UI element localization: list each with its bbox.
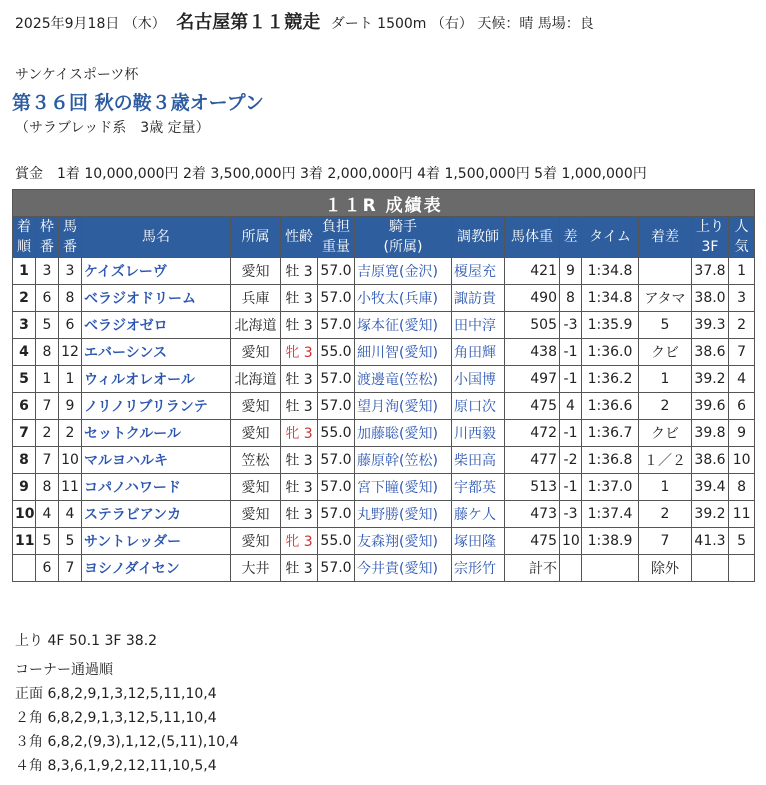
column-header: タイム: [582, 217, 639, 258]
jockey-link[interactable]: 吉原寛(金沢): [355, 258, 452, 285]
age: 3: [303, 480, 313, 496]
race-direction: （右）: [430, 16, 473, 32]
horse-name-link[interactable]: ベラジオゼロ: [82, 312, 231, 339]
margin: 1: [639, 474, 692, 501]
horse-name-link[interactable]: セットクルール: [82, 420, 231, 447]
margin: 2: [639, 501, 692, 528]
weight-carried: 55.0: [318, 528, 355, 555]
finish-position: 1: [13, 258, 36, 285]
jockey-link[interactable]: 小牧太(兵庫): [355, 285, 452, 312]
margin: １／２: [639, 447, 692, 474]
last-3f: 39.2: [692, 366, 729, 393]
finish-position: 4: [13, 339, 36, 366]
weight-change: [560, 555, 582, 582]
jockey-link[interactable]: 塚本征(愛知): [355, 312, 452, 339]
finish-time: 1:38.9: [582, 528, 639, 555]
horse-number: 8: [59, 285, 82, 312]
sex: 牡: [285, 453, 300, 469]
last-3f: 38.0: [692, 285, 729, 312]
finish-time: 1:36.2: [582, 366, 639, 393]
horse-name-link[interactable]: サントレッダー: [82, 528, 231, 555]
race-header: [15, 8, 594, 34]
horse-affiliation: 愛知: [231, 420, 281, 447]
finish-position: 2: [13, 285, 36, 312]
column-header: 負担 重量: [318, 217, 355, 258]
horse-affiliation: 愛知: [231, 393, 281, 420]
sex-age: [281, 366, 318, 393]
weight-carried: 57.0: [318, 366, 355, 393]
popularity: 7: [729, 339, 755, 366]
finish-time: 1:35.9: [582, 312, 639, 339]
race-course: ダート 1500m: [330, 16, 427, 32]
gate-number: 1: [36, 366, 59, 393]
last-3f: 41.3: [692, 528, 729, 555]
body-weight: 477: [505, 447, 560, 474]
horse-affiliation: 北海道: [231, 312, 281, 339]
age: 3: [303, 453, 313, 469]
body-weight: 490: [505, 285, 560, 312]
age: 3: [303, 345, 313, 361]
sex: 牡: [285, 372, 300, 388]
popularity: [729, 555, 755, 582]
weight-carried: 57.0: [318, 393, 355, 420]
corner-order-3: ３角 6,8,2,(9,3),1,12,(5,11),10,4: [15, 734, 239, 750]
weight-carried: 57.0: [318, 447, 355, 474]
horse-number: 6: [59, 312, 82, 339]
finish-position: 7: [13, 420, 36, 447]
age: 3: [303, 534, 313, 550]
horse-name-link[interactable]: ケイズレーヴ: [82, 258, 231, 285]
finish-position: 8: [13, 447, 36, 474]
weight-change: -3: [560, 501, 582, 528]
finish-position: 6: [13, 393, 36, 420]
sex: 牡: [285, 507, 300, 523]
horse-affiliation: 大井: [231, 555, 281, 582]
last-3f: 38.6: [692, 447, 729, 474]
body-weight: 473: [505, 501, 560, 528]
table-row: [13, 393, 755, 420]
race-title: 第３６回 秋の鞍３歳オープン: [12, 92, 264, 114]
trainer-link[interactable]: 藤ケ人: [452, 501, 505, 528]
last-3f: [692, 555, 729, 582]
finish-position: [13, 555, 36, 582]
table-row: [13, 447, 755, 474]
finish-time: 1:36.0: [582, 339, 639, 366]
race-date: 2025年9月18日: [15, 16, 120, 32]
table-row: [13, 366, 755, 393]
horse-name-link[interactable]: マルヨハルキ: [82, 447, 231, 474]
margin: 1: [639, 366, 692, 393]
margin: アタマ: [639, 285, 692, 312]
jockey-link[interactable]: 加藤聡(愛知): [355, 420, 452, 447]
table-row: [13, 312, 755, 339]
horse-name-link[interactable]: コパノハワード: [82, 474, 231, 501]
gate-number: 5: [36, 528, 59, 555]
horse-affiliation: 愛知: [231, 258, 281, 285]
horse-name-link[interactable]: ステラビアンカ: [82, 501, 231, 528]
weight-change: 4: [560, 393, 582, 420]
gate-number: 7: [36, 447, 59, 474]
column-headers: [13, 217, 755, 258]
last-3f: 37.8: [692, 258, 729, 285]
prize-money: 賞金 1着 10,000,000円 2着 3,500,000円 3着 2,000,000円 4着 1,500,000円 5着 1,000,000円: [15, 166, 647, 182]
horse-name-link[interactable]: エバーシンス: [82, 339, 231, 366]
column-header: 差: [560, 217, 582, 258]
margin: クビ: [639, 339, 692, 366]
body-weight: 計不: [505, 555, 560, 582]
last-3f: 39.6: [692, 393, 729, 420]
margin: クビ: [639, 420, 692, 447]
weight-carried: 57.0: [318, 258, 355, 285]
horse-number: 11: [59, 474, 82, 501]
horse-number: 10: [59, 447, 82, 474]
sex-age: [281, 420, 318, 447]
body-weight: 421: [505, 258, 560, 285]
popularity: 5: [729, 528, 755, 555]
gate-number: 8: [36, 339, 59, 366]
popularity: 6: [729, 393, 755, 420]
body-weight: 497: [505, 366, 560, 393]
margin: 7: [639, 528, 692, 555]
gate-number: 7: [36, 393, 59, 420]
trainer-link[interactable]: 柴田高: [452, 447, 505, 474]
popularity: 11: [729, 501, 755, 528]
jockey-link[interactable]: 丸野勝(愛知): [355, 501, 452, 528]
table-row: [13, 285, 755, 312]
trainer-link[interactable]: 諏訪貴: [452, 285, 505, 312]
table-row: [13, 528, 755, 555]
horse-name-link[interactable]: ヨシノダイセン: [82, 555, 231, 582]
last-3f: 39.2: [692, 501, 729, 528]
weight-carried: 55.0: [318, 420, 355, 447]
column-header: 馬 番: [59, 217, 82, 258]
corner-order-straight: 正面 6,8,2,9,1,3,12,5,11,10,4: [15, 686, 217, 702]
age: 3: [303, 372, 313, 388]
weight-change: -1: [560, 339, 582, 366]
jockey-link[interactable]: 望月洵(愛知): [355, 393, 452, 420]
popularity: 10: [729, 447, 755, 474]
weight-carried: 57.0: [318, 312, 355, 339]
trainer-link[interactable]: 宗形竹: [452, 555, 505, 582]
jockey-link[interactable]: 藤原幹(笠松): [355, 447, 452, 474]
weight-change: 10: [560, 528, 582, 555]
finish-position: 5: [13, 366, 36, 393]
horse-affiliation: 兵庫: [231, 285, 281, 312]
finish-time: 1:36.8: [582, 447, 639, 474]
horse-number: 1: [59, 366, 82, 393]
weight-change: -1: [560, 420, 582, 447]
table-row: [13, 258, 755, 285]
horse-affiliation: 笠松: [231, 447, 281, 474]
body-weight: 513: [505, 474, 560, 501]
age: 3: [303, 291, 313, 307]
jockey-link[interactable]: 宮下瞳(愛知): [355, 474, 452, 501]
body-weight: 505: [505, 312, 560, 339]
horse-name-link[interactable]: ベラジオドリーム: [82, 285, 231, 312]
corner-order-4: ４角 8,3,6,1,9,2,12,11,10,5,4: [15, 758, 217, 774]
age: 3: [303, 507, 313, 523]
weight-carried: 57.0: [318, 285, 355, 312]
horse-number: 3: [59, 258, 82, 285]
track-condition: 馬場：良: [537, 16, 594, 32]
age: 3: [303, 318, 313, 334]
body-weight: 475: [505, 393, 560, 420]
age: 3: [303, 399, 313, 415]
finish-time: 1:37.4: [582, 501, 639, 528]
horse-affiliation: 愛知: [231, 528, 281, 555]
jockey-link[interactable]: 細川智(愛知): [355, 339, 452, 366]
finish-position: 9: [13, 474, 36, 501]
sex: 牡: [285, 291, 300, 307]
column-header: 着 順: [13, 217, 36, 258]
trainer-link[interactable]: 田中淳: [452, 312, 505, 339]
trainer-link[interactable]: 榎屋充: [452, 258, 505, 285]
weight-carried: 57.0: [318, 555, 355, 582]
finish-position: 11: [13, 528, 36, 555]
trainer-link[interactable]: 角田輝: [452, 339, 505, 366]
gate-number: 5: [36, 312, 59, 339]
horse-affiliation: 愛知: [231, 501, 281, 528]
sex: 牝: [285, 426, 300, 442]
sex: 牡: [285, 264, 300, 280]
column-header: 枠 番: [36, 217, 59, 258]
last-3f: 39.8: [692, 420, 729, 447]
sex-age: [281, 285, 318, 312]
table-title: １１R 成績表: [13, 190, 755, 217]
column-header: 馬名: [82, 217, 231, 258]
weight-change: 8: [560, 285, 582, 312]
sponsor-text: サンケイスポーツ杯: [15, 67, 139, 83]
results-table: [12, 189, 755, 582]
horse-affiliation: 北海道: [231, 366, 281, 393]
sex-age: [281, 501, 318, 528]
weight-change: 9: [560, 258, 582, 285]
margin: [639, 258, 692, 285]
weather: 天候：晴: [477, 16, 534, 32]
horse-number: 4: [59, 501, 82, 528]
column-header: 馬体重: [505, 217, 560, 258]
race-conditions: （サラブレッド系 3歳 定量）: [15, 120, 210, 136]
weight-carried: 57.0: [318, 501, 355, 528]
horse-number: 2: [59, 420, 82, 447]
jockey-link[interactable]: 渡邊竜(笠松): [355, 366, 452, 393]
age: 3: [303, 561, 313, 577]
gate-number: 2: [36, 420, 59, 447]
sex-age: [281, 474, 318, 501]
finish-position: 10: [13, 501, 36, 528]
body-weight: 475: [505, 528, 560, 555]
column-header: 人 気: [729, 217, 755, 258]
column-header: 所属: [231, 217, 281, 258]
horse-affiliation: 愛知: [231, 339, 281, 366]
jockey-link[interactable]: 友森翔(愛知): [355, 528, 452, 555]
finish-time: 1:37.0: [582, 474, 639, 501]
column-header: 性齢: [281, 217, 318, 258]
finish-time: 1:34.8: [582, 258, 639, 285]
result-rows: [13, 258, 755, 582]
sex: 牡: [285, 318, 300, 334]
column-header: 着差: [639, 217, 692, 258]
sex-age: [281, 258, 318, 285]
last-3f: 39.4: [692, 474, 729, 501]
sex-age: [281, 393, 318, 420]
column-header: 調教師: [452, 217, 505, 258]
race-weekday: （木）: [123, 16, 166, 32]
gate-number: 8: [36, 474, 59, 501]
sex: 牝: [285, 345, 300, 361]
weight-change: -1: [560, 366, 582, 393]
sex: 牡: [285, 480, 300, 496]
race-name: 名古屋第１１競走: [176, 12, 321, 33]
agari-summary: 上り 4F 50.1 3F 38.2: [15, 633, 158, 649]
finish-time: 1:36.6: [582, 393, 639, 420]
margin: 除外: [639, 555, 692, 582]
popularity: 3: [729, 285, 755, 312]
margin: 2: [639, 393, 692, 420]
horse-number: 12: [59, 339, 82, 366]
popularity: 8: [729, 474, 755, 501]
sex-age: [281, 312, 318, 339]
trainer-link[interactable]: 原口次: [452, 393, 505, 420]
popularity: 9: [729, 420, 755, 447]
age: 3: [303, 264, 313, 280]
table-row: [13, 555, 755, 582]
horse-name-link[interactable]: ウィルオレオール: [82, 366, 231, 393]
finish-time: [582, 555, 639, 582]
horse-affiliation: 愛知: [231, 474, 281, 501]
sex-age: [281, 447, 318, 474]
popularity: 2: [729, 312, 755, 339]
column-header: 騎手 (所属): [355, 217, 452, 258]
finish-time: 1:34.8: [582, 285, 639, 312]
trainer-link[interactable]: 宇都英: [452, 474, 505, 501]
sex: 牡: [285, 399, 300, 415]
corner-heading: コーナー通過順: [15, 662, 113, 678]
gate-number: 4: [36, 501, 59, 528]
sex-age: [281, 528, 318, 555]
horse-number: 9: [59, 393, 82, 420]
table-row: [13, 339, 755, 366]
weight-change: -1: [560, 474, 582, 501]
popularity: 4: [729, 366, 755, 393]
sex: 牝: [285, 534, 300, 550]
sex: 牡: [285, 561, 300, 577]
sex-age: [281, 339, 318, 366]
finish-position: 3: [13, 312, 36, 339]
weight-carried: 55.0: [318, 339, 355, 366]
table-row: [13, 501, 755, 528]
table-row: [13, 474, 755, 501]
sex-age: [281, 555, 318, 582]
body-weight: 438: [505, 339, 560, 366]
body-weight: 472: [505, 420, 560, 447]
weight-carried: 57.0: [318, 474, 355, 501]
column-header: 上り 3F: [692, 217, 729, 258]
gate-number: 6: [36, 285, 59, 312]
gate-number: 3: [36, 258, 59, 285]
corner-order-2: ２角 6,8,2,9,1,3,12,5,11,10,4: [15, 710, 217, 726]
last-3f: 39.3: [692, 312, 729, 339]
horse-name-link[interactable]: ノリノリブリランテ: [82, 393, 231, 420]
age: 3: [303, 426, 313, 442]
horse-number: 5: [59, 528, 82, 555]
gate-number: 6: [36, 555, 59, 582]
table-row: [13, 420, 755, 447]
trainer-link[interactable]: 川西毅: [452, 420, 505, 447]
last-3f: 38.6: [692, 339, 729, 366]
margin: 5: [639, 312, 692, 339]
trainer-link[interactable]: 塚田隆: [452, 528, 505, 555]
trainer-link[interactable]: 小国博: [452, 366, 505, 393]
finish-time: 1:36.7: [582, 420, 639, 447]
weight-change: -3: [560, 312, 582, 339]
horse-number: 7: [59, 555, 82, 582]
popularity: 1: [729, 258, 755, 285]
weight-change: -2: [560, 447, 582, 474]
jockey-link[interactable]: 今井貴(愛知): [355, 555, 452, 582]
